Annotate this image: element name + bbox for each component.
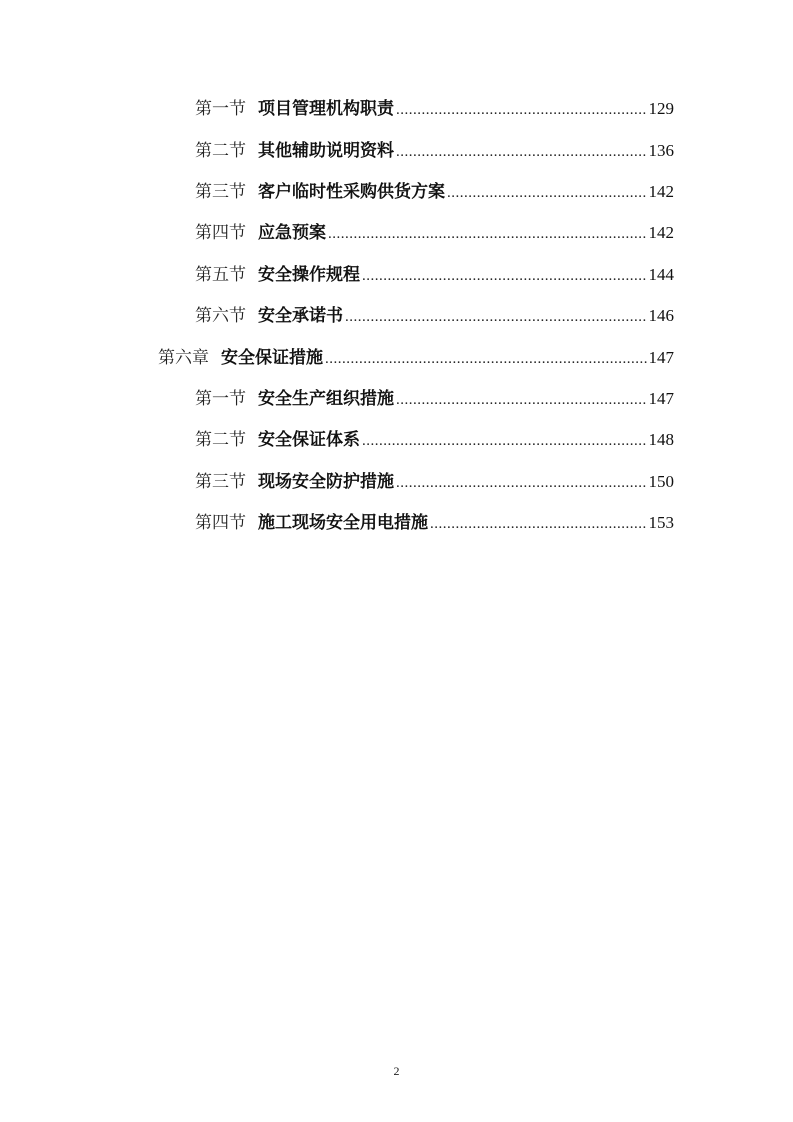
toc-entry[interactable]	[195, 510, 674, 536]
toc-dot-leader	[430, 511, 647, 537]
toc-entry-title: 现场安全防护措施	[258, 472, 394, 492]
toc-entry-label: 第六章	[158, 348, 209, 368]
toc-entry-label: 第六节	[195, 306, 246, 326]
toc-entry-page: 148	[648, 430, 674, 449]
toc-entry-label: 第四节	[195, 223, 246, 243]
page-number: 2	[393, 1064, 400, 1078]
toc-entry-page: 142	[648, 223, 674, 242]
toc-entry-title: 项目管理机构职责	[258, 99, 394, 119]
toc-entry-title: 应急预案	[258, 223, 326, 243]
toc-entry-page: 153	[648, 513, 674, 532]
toc-entry-title: 安全承诺书	[258, 306, 343, 326]
toc-entry-label: 第二节	[195, 141, 246, 161]
toc-entry-title: 安全生产组织措施	[258, 389, 394, 409]
toc-entry[interactable]	[195, 427, 674, 453]
toc-dot-leader	[396, 97, 647, 123]
toc-entry-title: 安全保证措施	[221, 348, 323, 368]
toc-entry-label: 第一节	[195, 99, 246, 119]
toc-entry-page: 129	[648, 99, 674, 118]
toc-chapter-entry[interactable]	[158, 345, 674, 371]
toc-dot-leader	[345, 304, 647, 330]
toc-dot-leader	[328, 221, 647, 247]
toc-entry[interactable]	[195, 96, 674, 122]
toc-dot-leader	[447, 180, 647, 206]
toc-dot-leader	[396, 139, 647, 165]
toc-entry-label: 第四节	[195, 513, 246, 533]
toc-entry[interactable]	[195, 262, 674, 288]
toc-entry[interactable]	[195, 179, 674, 205]
toc-entry-title: 安全操作规程	[258, 265, 360, 285]
toc-entry-title: 施工现场安全用电措施	[258, 513, 428, 533]
toc-dot-leader	[325, 346, 647, 372]
toc-entry-page: 142	[648, 182, 674, 201]
toc-dot-leader	[396, 470, 647, 496]
toc-entry-title: 客户临时性采购供货方案	[258, 182, 445, 202]
toc-entry-label: 第五节	[195, 265, 246, 285]
toc-entry-page: 146	[648, 306, 674, 325]
toc-entry-label: 第一节	[195, 389, 246, 409]
toc-entry-page: 147	[648, 348, 674, 367]
toc-entry-label: 第二节	[195, 430, 246, 450]
toc-entry-page: 150	[648, 472, 674, 491]
toc-entry[interactable]	[195, 220, 674, 246]
toc-entry-title: 其他辅助说明资料	[258, 141, 394, 161]
toc-entry[interactable]	[195, 469, 674, 495]
toc-entry-page: 144	[648, 265, 674, 284]
toc-dot-leader	[362, 263, 647, 289]
toc-dot-leader	[396, 387, 647, 413]
toc-dot-leader	[362, 428, 647, 454]
toc-entry[interactable]	[195, 386, 674, 412]
toc-entry-label: 第三节	[195, 472, 246, 492]
toc-entry[interactable]	[195, 303, 674, 329]
toc-entry-title: 安全保证体系	[258, 430, 360, 450]
toc-entry[interactable]	[195, 138, 674, 164]
toc-entry-page: 147	[648, 389, 674, 408]
toc-entry-page: 136	[648, 141, 674, 160]
toc-entry-label: 第三节	[195, 182, 246, 202]
